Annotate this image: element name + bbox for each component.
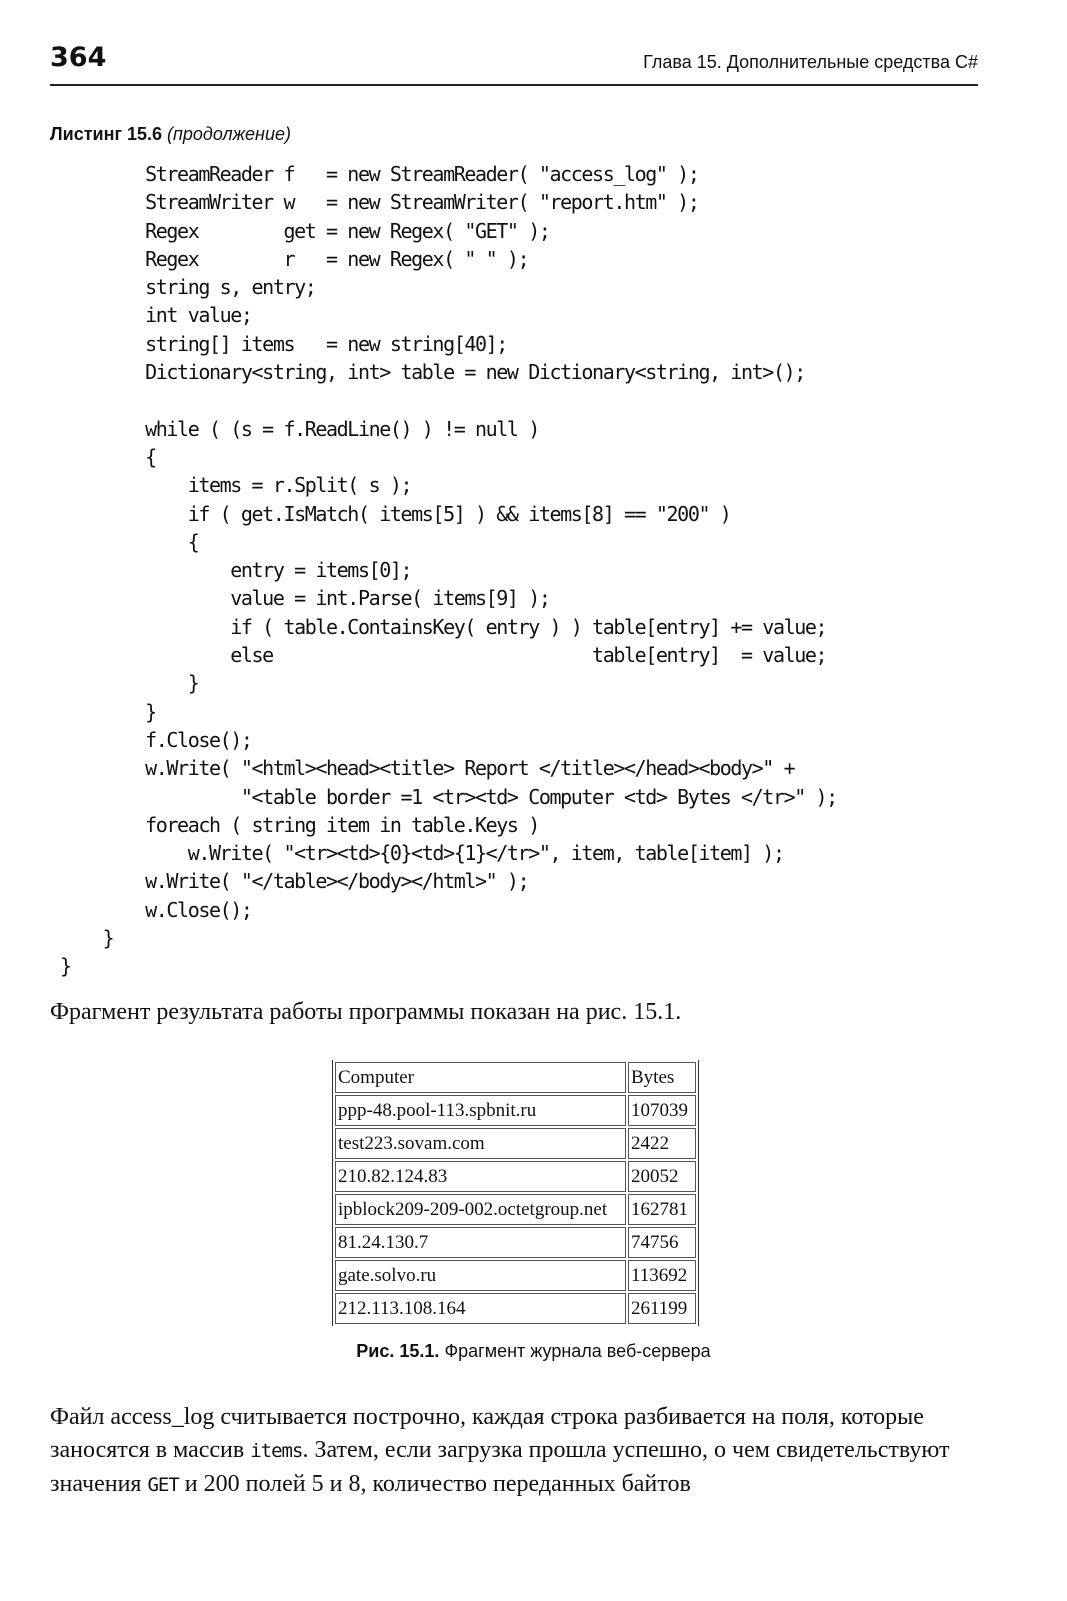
table-cell-computer: gate.solvo.ru <box>335 1260 626 1291</box>
table-cell-bytes: 162781 <box>628 1194 696 1225</box>
paragraph-explanation <box>50 1401 985 1502</box>
table-cell-computer: 210.82.124.83 <box>335 1161 626 1192</box>
explanation-text-3: и 200 полей 5 и 8, количество переданных байтов <box>178 1471 691 1497</box>
figure-table <box>332 1060 699 1326</box>
listing-label: Листинг 15.6 <box>50 124 162 144</box>
code-listing: StreamReader f = new StreamReader( "access_log" ); StreamWriter w = new StreamWriter( "report.htm" ); Regex get = new Regex( "GET" ); Regex r = new Regex( " " ); string s, entry; int value; string[] items = new string[40]; Dictionary<string, int> table = new Dictionary<string, int>(); while ( (s = f.ReadLine() ) != null ) { items = r.Split( s ); if ( get.IsMatch( items[5] ) && items[8] == "200" ) { entry = items[0]; value = int.Parse( items[9] ); if ( table.ContainsKey( entry ) ) table[entry] += value; else table[entry] = value; } } f.Close(); w.Write( "<html><head><title> Report </title></head><body>" + "<table border =1 <tr><td> Computer <td> Bytes </tr>" ); foreach ( string item in table.Keys ) w.Write( "<tr><td>{0}<td>{1}</tr>", item, table[item] ); w.Write( "</table></body></html>" ); w.Close(); } } <box>60 162 837 979</box>
table-cell-bytes: 74756 <box>628 1227 696 1258</box>
table-row <box>335 1260 696 1291</box>
table-row <box>335 1128 696 1159</box>
inline-code-get: GET <box>147 1474 179 1496</box>
table-cell-computer: 212.113.108.164 <box>335 1293 626 1324</box>
table-row <box>335 1227 696 1258</box>
explanation-text-1: Файл access_log считывается построчно, каждая строка разбивается на поля, которые заносятся в массив <box>50 1404 924 1463</box>
table-cell-computer: test223.sovam.com <box>335 1128 626 1159</box>
table-row <box>335 1161 696 1192</box>
inline-code-items: items <box>250 1440 303 1462</box>
page-number: 364 <box>50 42 107 73</box>
figure-caption <box>0 1341 1067 1362</box>
figure-caption-label: Рис. 15.1. <box>356 1341 440 1361</box>
listing-caption <box>50 124 291 145</box>
column-header-bytes: Bytes <box>628 1062 696 1093</box>
figure-table-body <box>335 1062 696 1324</box>
figure-caption-text: Фрагмент журнала веб-сервера <box>444 1341 711 1361</box>
paragraph-figure-reference: Фрагмент результата работы программы показан на рис. 15.1. <box>50 999 682 1025</box>
explanation-text-2: . Затем, если загрузка прошла успешно, о чем свидетельствуют значения <box>50 1437 950 1497</box>
table-cell-bytes: 107039 <box>628 1095 696 1126</box>
table-cell-bytes: 113692 <box>628 1260 696 1291</box>
table-cell-computer: ppp-48.pool-113.spbnit.ru <box>335 1095 626 1126</box>
table-cell-computer: ipblock209-209-002.octetgroup.net <box>335 1194 626 1225</box>
table-row <box>335 1194 696 1225</box>
chapter-title: Глава 15. Дополнительные средства C# <box>643 52 978 72</box>
listing-continuation: (продолжение) <box>167 124 291 144</box>
table-cell-computer: 81.24.130.7 <box>335 1227 626 1258</box>
table-row <box>335 1095 696 1126</box>
table-row <box>335 1293 696 1324</box>
table-cell-bytes: 20052 <box>628 1161 696 1192</box>
table-header-row <box>335 1062 696 1093</box>
table-cell-bytes: 2422 <box>628 1128 696 1159</box>
page-header <box>50 40 978 86</box>
table-cell-bytes: 261199 <box>628 1293 696 1324</box>
column-header-computer: Computer <box>335 1062 626 1093</box>
